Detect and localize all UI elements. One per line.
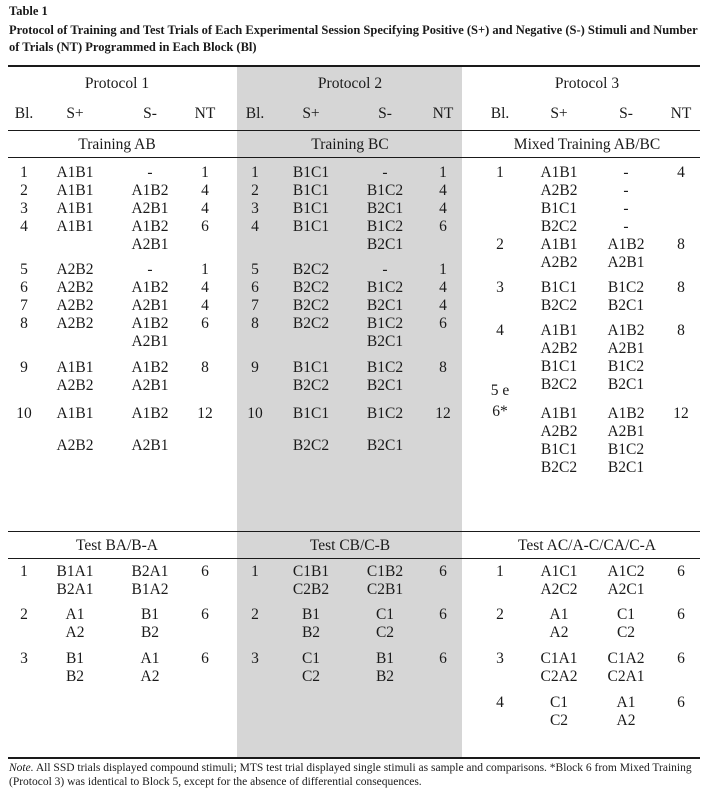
training-row-s-minus: - (623, 164, 629, 181)
test-row-s-plus: C1A1 (540, 650, 578, 667)
training-row-nt: 4 (201, 279, 209, 296)
test-row-s-plus: C2B2 (292, 581, 330, 598)
training-row-s-plus: A2B2 (540, 340, 578, 357)
test-row-block: 3 (251, 650, 259, 667)
training-row-s-minus: A1B2 (131, 182, 169, 199)
training-row-s-minus: - (623, 200, 629, 217)
training-row-s-plus: B1C1 (540, 358, 578, 375)
training-row-s-plus: B1C1 (292, 182, 330, 199)
note-text: All SSD trials displayed compound stimuli; MTS test trial displayed single stimuli as sample and comparisons. *Block 6 from Mixed Training (Protocol 3) was identical to Block 5, except for the absence of differential consequences. (9, 762, 692, 788)
test-row-nt: 6 (439, 606, 447, 623)
training-row-s-plus: A2B2 (56, 377, 94, 394)
protocol-2-title: Protocol 2 (317, 75, 383, 92)
training-row-nt: 1 (439, 164, 447, 181)
training-row-nt: 8 (439, 359, 447, 376)
training-row-s-minus: - (382, 261, 388, 278)
training-row-s-plus: A1B1 (56, 405, 94, 422)
training-row-s-minus: B2C1 (607, 459, 645, 476)
training-row-s-plus: B2C2 (292, 297, 330, 314)
protocol-3-training-title: Mixed Training AB/BC (513, 136, 661, 153)
training-row-s-minus: A1B2 (131, 315, 169, 332)
training-row-s-plus: B2C2 (292, 279, 330, 296)
training-row-nt: 12 (435, 405, 451, 422)
training-row-nt: 4 (677, 164, 685, 181)
training-row-nt: 8 (677, 236, 685, 253)
training-row-nt: 12 (673, 405, 689, 422)
training-row-s-minus: - (623, 218, 629, 235)
training-row-s-plus: B1C1 (540, 200, 578, 217)
training-row-s-plus: B2C2 (292, 315, 330, 332)
training-row-s-plus: B1C1 (292, 164, 330, 181)
test-row-s-minus: A1 (616, 694, 636, 711)
test-row-block: 3 (20, 650, 28, 667)
training-row-s-plus: B2C2 (540, 376, 578, 393)
training-row-s-plus: A1B1 (56, 218, 94, 235)
training-row-block: 4 (496, 322, 504, 339)
training-row-nt: 4 (439, 297, 447, 314)
training-row-s-minus: B2C1 (607, 376, 645, 393)
training-row-nt: 6 (201, 218, 209, 235)
training-row-block: 8 (20, 315, 28, 332)
test-row-s-minus: A2 (140, 668, 160, 685)
test-row-block: 2 (251, 606, 259, 623)
training-row-nt: 4 (201, 200, 209, 217)
protocol-3-title: Protocol 3 (554, 75, 620, 92)
training-row-s-plus: A1B1 (56, 164, 94, 181)
protocol-2-shading (237, 66, 462, 758)
training-row-nt: 8 (201, 359, 209, 376)
training-row-nt: 6 (201, 315, 209, 332)
training-row-nt: 4 (201, 182, 209, 199)
training-row-s-minus: B1C2 (366, 405, 404, 422)
training-row-block: 2 (496, 236, 504, 253)
training-row-s-plus: B2C2 (292, 437, 330, 454)
training-row-nt: 12 (197, 405, 213, 422)
training-row-s-minus: A2B1 (131, 437, 169, 454)
test-row-block: 3 (496, 650, 504, 667)
training-row-s-plus: B1C1 (292, 359, 330, 376)
training-row-nt: 6 (439, 218, 447, 235)
training-row-block: 2 (251, 182, 259, 199)
test-row-s-minus: B2 (375, 668, 395, 685)
rule-top (8, 65, 700, 67)
test-row-nt: 6 (439, 563, 447, 580)
training-row-s-minus: A1B2 (131, 279, 169, 296)
test-row-s-plus: B1A1 (56, 563, 94, 580)
test-row-s-plus: C1 (549, 694, 569, 711)
test-row-s-minus: A2 (616, 712, 636, 729)
test-row-s-plus: B2 (301, 624, 321, 641)
training-row-s-minus: B2C1 (366, 437, 404, 454)
training-row-nt: 8 (677, 279, 685, 296)
test-row-block: 2 (20, 606, 28, 623)
training-row-block: 3 (20, 200, 28, 217)
test-row-s-minus: B1A2 (131, 581, 169, 598)
training-row-s-minus: B2C1 (607, 297, 645, 314)
test-row-s-minus: C2 (616, 624, 636, 641)
training-row-s-minus: B2C1 (366, 236, 404, 253)
protocol-2-header-sminus: S- (378, 105, 392, 122)
training-row-nt: 4 (201, 297, 209, 314)
training-row-s-plus: A1B1 (56, 182, 94, 199)
test-row-s-minus: A1C2 (607, 563, 645, 580)
training-row-block: 8 (251, 315, 259, 332)
rule-after-test-titles (8, 558, 700, 559)
test-row-block: 1 (496, 563, 504, 580)
test-row-s-plus: C2 (301, 668, 321, 685)
training-row-s-plus: A2B2 (540, 254, 578, 271)
training-row-s-minus: A2B1 (607, 340, 645, 357)
protocol-3-header-sminus: S- (619, 105, 633, 122)
training-row-nt: 4 (439, 200, 447, 217)
training-row-s-plus: B2C2 (292, 261, 330, 278)
training-row-s-plus: B2C2 (540, 459, 578, 476)
test-row-s-minus: C2B1 (366, 581, 404, 598)
test-row-s-plus: A2 (65, 624, 85, 641)
test-row-block: 4 (496, 694, 504, 711)
protocol-2-header-splus: S+ (302, 105, 320, 122)
training-row-s-minus: A1B2 (607, 322, 645, 339)
training-row-s-minus: B1C2 (366, 359, 404, 376)
training-row-s-minus: B1C2 (607, 358, 645, 375)
rule-after-training-titles (8, 157, 700, 158)
test-row-nt: 6 (439, 650, 447, 667)
test-row-s-plus: B2 (65, 668, 85, 685)
training-row-block: 5 (20, 261, 28, 278)
test-row-s-plus: B1 (65, 650, 85, 667)
test-row-s-minus: C2 (375, 624, 395, 641)
protocol-1-test-title: Test BA/B-A (75, 537, 159, 554)
training-row-block: 3 (251, 200, 259, 217)
test-row-s-plus: C1 (301, 650, 321, 667)
test-row-s-plus: C2 (549, 712, 569, 729)
training-row-block: 6 (20, 279, 28, 296)
test-row-nt: 6 (201, 606, 209, 623)
training-row-s-minus: B2C1 (366, 377, 404, 394)
training-row-s-minus: A1B2 (131, 405, 169, 422)
training-row-block: 9 (251, 359, 259, 376)
training-row-s-minus: A1B2 (607, 405, 645, 422)
training-row-s-minus: - (147, 261, 153, 278)
rule-bottom (8, 757, 700, 759)
test-row-nt: 6 (677, 606, 685, 623)
training-row-s-minus: - (147, 164, 153, 181)
protocol-1-header-splus: S+ (66, 105, 84, 122)
training-row-block: 10 (247, 405, 263, 422)
training-row-nt: 4 (439, 182, 447, 199)
protocol-1-title: Protocol 1 (84, 75, 150, 92)
test-row-s-minus: B1 (140, 606, 160, 623)
protocol-2-header-bl: Bl. (245, 105, 265, 122)
protocol-2-header-nt: NT (432, 105, 454, 122)
training-row-block: 5 e 6* (490, 382, 510, 420)
test-row-s-minus: C1B2 (366, 563, 404, 580)
training-row-block: 3 (496, 279, 504, 296)
training-row-s-minus: B2C1 (366, 200, 404, 217)
training-row-s-minus: A1B2 (607, 236, 645, 253)
training-row-s-minus: B1C2 (366, 315, 404, 332)
training-row-s-plus: A1B1 (540, 405, 578, 422)
training-row-block: 4 (251, 218, 259, 235)
test-row-s-minus: C1 (616, 606, 636, 623)
test-row-s-minus: A1 (140, 650, 160, 667)
training-row-s-plus: A2B2 (56, 279, 94, 296)
training-row-s-minus: A2B1 (131, 377, 169, 394)
training-row-s-plus: A1B1 (56, 359, 94, 376)
test-row-s-plus: A1 (549, 606, 569, 623)
training-row-s-plus: B2C2 (540, 218, 578, 235)
test-row-s-minus: C1 (375, 606, 395, 623)
training-row-s-minus: B1C2 (607, 279, 645, 296)
training-row-nt: 8 (677, 322, 685, 339)
protocol-2-test-title: Test CB/C-B (309, 537, 391, 554)
test-row-s-plus: A1C1 (540, 563, 578, 580)
training-row-nt: 1 (201, 164, 209, 181)
training-row-s-minus: B1C2 (366, 279, 404, 296)
test-row-nt: 6 (677, 694, 685, 711)
training-row-s-minus: A2B1 (131, 200, 169, 217)
test-row-s-plus: A2 (549, 624, 569, 641)
training-row-block: 6 (251, 279, 259, 296)
training-row-s-plus: A2B2 (540, 182, 578, 199)
protocol-3-header-splus: S+ (550, 105, 568, 122)
protocol-3-header-bl: Bl. (490, 105, 510, 122)
training-row-s-plus: A2B2 (56, 315, 94, 332)
training-row-s-plus: B1C1 (540, 279, 578, 296)
training-row-block: 1 (20, 164, 28, 181)
test-row-s-plus: C1B1 (292, 563, 330, 580)
training-row-nt: 4 (439, 279, 447, 296)
training-row-s-minus: A2B1 (131, 236, 169, 253)
test-row-block: 1 (20, 563, 28, 580)
training-row-s-plus: A1B1 (540, 322, 578, 339)
protocol-3-test-title: Test AC/A-C/CA/C-A (518, 537, 656, 554)
training-row-s-plus: A1B1 (540, 236, 578, 253)
training-row-s-minus: A2B1 (131, 297, 169, 314)
test-row-s-minus: A2C1 (607, 581, 645, 598)
training-row-s-minus: - (623, 182, 629, 199)
test-row-s-minus: B2A1 (131, 563, 169, 580)
training-row-s-plus: B2C2 (292, 377, 330, 394)
training-row-s-plus: A2B2 (56, 297, 94, 314)
test-row-s-minus: C1A2 (607, 650, 645, 667)
training-row-s-plus: B1C1 (292, 405, 330, 422)
protocol-1-header-bl: Bl. (14, 105, 34, 122)
training-row-s-plus: B1C1 (292, 200, 330, 217)
training-row-s-minus: - (382, 164, 388, 181)
training-row-block: 5 (251, 261, 259, 278)
training-row-s-plus: B2C2 (540, 297, 578, 314)
test-row-nt: 6 (201, 650, 209, 667)
training-row-s-minus: A1B2 (131, 359, 169, 376)
training-row-block: 1 (496, 164, 504, 181)
training-row-s-plus: A2B2 (56, 261, 94, 278)
training-row-s-minus: A2B1 (131, 333, 169, 350)
training-row-block: 1 (251, 164, 259, 181)
test-row-s-minus: C2A1 (607, 668, 645, 685)
training-row-s-minus: B1C2 (366, 218, 404, 235)
protocol-1-header-nt: NT (194, 105, 216, 122)
training-row-s-minus: B2C1 (366, 297, 404, 314)
training-row-s-plus: B1C1 (292, 218, 330, 235)
table-caption: Protocol of Training and Test Trials of Each Experimental Session Specifying Positive (S+) and Negative (S-) Stimuli and Number of Trials (NT) Programmed in Each Block (Bl) (9, 23, 698, 54)
test-row-s-plus: B1 (301, 606, 321, 623)
test-row-s-minus: B1 (375, 650, 395, 667)
test-row-nt: 6 (677, 563, 685, 580)
training-row-block: 7 (251, 297, 259, 314)
rule-before-tests (8, 531, 700, 532)
training-row-s-plus: A1B1 (540, 164, 578, 181)
training-row-nt: 1 (439, 261, 447, 278)
test-row-s-plus: B2A1 (56, 581, 94, 598)
training-row-nt: 1 (201, 261, 209, 278)
test-row-s-plus: A1 (65, 606, 85, 623)
training-row-block: 10 (16, 405, 32, 422)
protocol-1-header-sminus: S- (143, 105, 157, 122)
test-row-s-plus: A2C2 (540, 581, 578, 598)
note-label: Note. (9, 762, 34, 774)
training-row-s-minus: B2C1 (366, 333, 404, 350)
training-row-s-minus: B1C2 (607, 441, 645, 458)
test-row-s-minus: B2 (140, 624, 160, 641)
training-row-block: 2 (20, 182, 28, 199)
table-note (9, 761, 701, 789)
test-row-block: 1 (251, 563, 259, 580)
training-row-block: 9 (20, 359, 28, 376)
protocol-1-training-title: Training AB (78, 136, 156, 153)
training-row-s-minus: A1B2 (131, 218, 169, 235)
test-row-s-plus: C2A2 (540, 668, 578, 685)
test-row-nt: 6 (201, 563, 209, 580)
training-row-s-minus: A2B1 (607, 423, 645, 440)
test-row-nt: 6 (677, 650, 685, 667)
training-row-s-plus: B1C1 (540, 441, 578, 458)
rule-after-headers (8, 130, 700, 131)
training-row-s-plus: A1B1 (56, 200, 94, 217)
protocol-3-header-nt: NT (670, 105, 692, 122)
protocol-2-training-title: Training BC (311, 136, 389, 153)
training-row-nt: 6 (439, 315, 447, 332)
training-row-s-minus: A2B1 (607, 254, 645, 271)
test-row-block: 2 (496, 606, 504, 623)
training-row-s-plus: A2B2 (540, 423, 578, 440)
training-row-block: 4 (20, 218, 28, 235)
training-row-s-minus: B1C2 (366, 182, 404, 199)
training-row-block: 7 (20, 297, 28, 314)
table-label: Table 1 (9, 4, 48, 18)
training-row-s-plus: A2B2 (56, 437, 94, 454)
